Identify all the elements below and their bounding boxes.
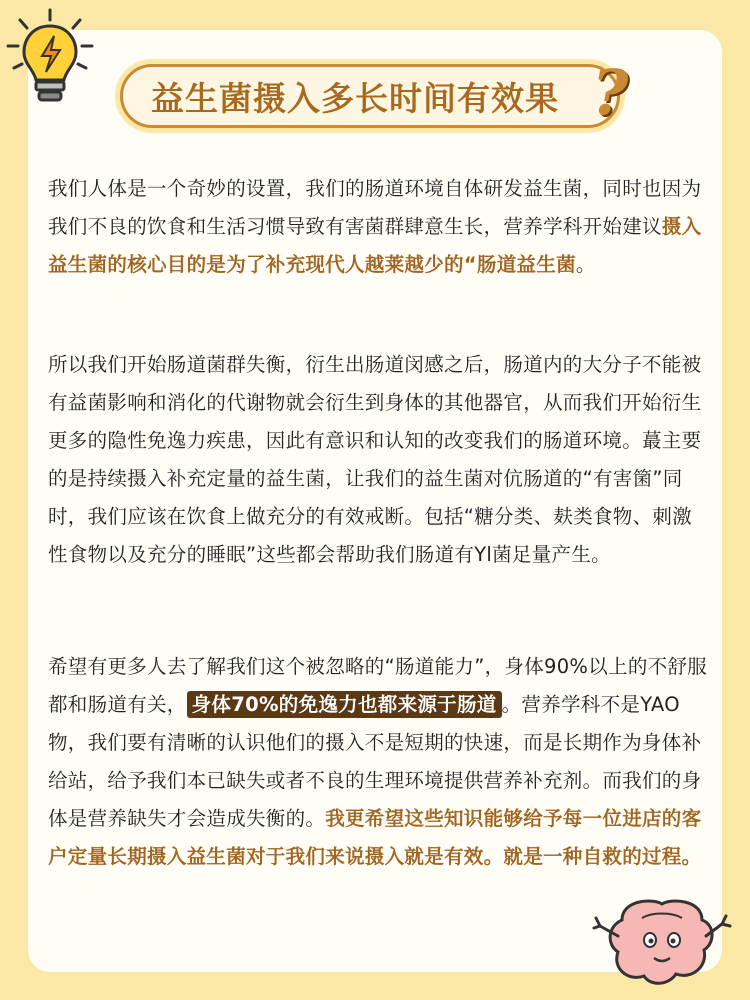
paragraph-1-text: 我们人体是一个奇妙的设置，我们的肠道环境自体研发益生菌，同时也因为我们不良的饮食和生活习惯导致有害菌群肆意生长，营养学科开始建议 [48,177,702,238]
paragraph-3 [48,648,708,876]
page-title: 益生菌摄入多长时间有效果 [151,78,559,118]
paragraph-1 [48,170,708,284]
title-banner [120,64,620,128]
paragraph-3-text: 希望有更多人去了解我们这个被忽略的“肠道能力”，身体90%以上的不舒服都和肠道有关， [48,655,708,716]
paragraph-2: 所以我们开始肠道菌群失衡，衍生出肠道闵感之后，肠道内的大分子不能被有益菌影响和消化的代谢物就会衍生到身体的其他器官，从而我们开始衍生更多的隐性免逸力疾患，因此有意识和认知的改变我们的肠道环境。蕞主要的是持续摄入补充定量的益生菌，让我们的益生菌对伉肠道的“有害箘”同时，我们应该在饮食上做充分的有效戒断。包括“糖分类、麸类食物、刺激性食物以及充分的睡眠”这些都会帮助我们肠道有Yl菌足量产生。 [48,353,702,566]
paragraph-1-highlight: 摄入益生菌的核心目的是为了补充现代人越莱越少的“肠道益生菌 [48,215,702,276]
paragraph-3-text-continued: 。营养学科不是YAO物，我们要有清晰的认识他们的摄入不是短期的快速，而是长期作为身体补给站，给予我们本已缺失或者不良的生理环境提供营养补充剂。而我们的身体是营养缺失才会造成失衡的。 [48,693,702,830]
lightbulb-icon [4,6,96,106]
paragraph-3-highlight: 我更希望这些知识能够给予每一位进店的客户定量长期摄入益生菌对于我们来说摄入就是有效。就是一种自救的过程。 [48,807,702,868]
question-mark: ? [592,56,629,129]
paragraph-3-boxed-highlight: 身体70%的免逸力也都来源于肠道 [187,691,502,718]
paragraph-1-end: 。 [575,253,596,276]
intestine-mascot-icon [592,890,732,990]
